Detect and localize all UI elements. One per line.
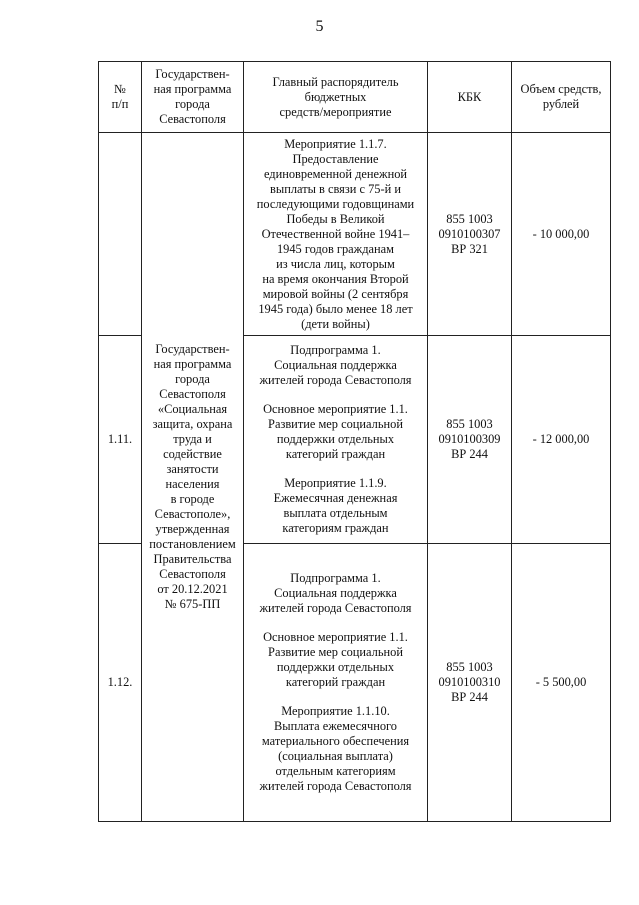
amount-cell: - 10 000,00 bbox=[512, 133, 611, 336]
kbk-cell: 855 1003 0910100307 ВР 321 bbox=[428, 133, 512, 336]
header-program: Государствен- ная программа города Севастополя bbox=[142, 62, 244, 133]
amount-cell: - 5 500,00 bbox=[512, 544, 611, 822]
kbk-cell: 855 1003 0910100310 ВР 244 bbox=[428, 544, 512, 822]
budget-table bbox=[98, 61, 611, 822]
row-num: 1.12. bbox=[99, 544, 142, 822]
amount-cell: - 12 000,00 bbox=[512, 336, 611, 544]
page-number: 5 bbox=[315, 18, 324, 35]
row-num: 1.11. bbox=[99, 336, 142, 544]
row-num bbox=[99, 133, 142, 336]
header-kbk: КБК bbox=[428, 62, 512, 133]
activity-cell: Подпрограмма 1. Социальная поддержка жителей города Севастополя Основное мероприятие 1.1. Развитие мер социальной поддержки отдельных категорий граждан Мероприятие 1.1.10. Выплата ежемесячного материального обеспечения (социальная выплата) отдельным категориям жителей города Севастополя bbox=[244, 544, 428, 822]
table-header-row bbox=[99, 62, 611, 133]
header-amount: Объем средств, рублей bbox=[512, 62, 611, 133]
kbk-cell: 855 1003 0910100309 ВР 244 bbox=[428, 336, 512, 544]
activity-cell: Мероприятие 1.1.7. Предоставление единовременной денежной выплаты в связи с 75-й и последующими годовщинами Победы в Великой Отечественной войне 1941– 1945 годов гражданам из числа лиц, которым на время окончания Второй мировой войны (2 сентября 1945 года) было менее 18 лет (дети войны) bbox=[244, 133, 428, 336]
activity-cell: Подпрограмма 1. Социальная поддержка жителей города Севастополя Основное мероприятие 1.1. Развитие мер социальной поддержки отдельных категорий граждан Мероприятие 1.1.9. Ежемесячная денежная выплата отдельным категориям граждан bbox=[244, 336, 428, 544]
header-num: № п/п bbox=[99, 62, 142, 133]
program-cell: Государствен- ная программа города Севастополя «Социальная защита, охрана труда и содействие занятости населения в городе Севастополе», утвержденная постановлением Правительства Севастополя от 20.12.2021 № 675-ПП bbox=[142, 133, 244, 822]
header-manager: Главный распорядитель бюджетных средств/мероприятие bbox=[244, 62, 428, 133]
table-row bbox=[99, 133, 611, 336]
